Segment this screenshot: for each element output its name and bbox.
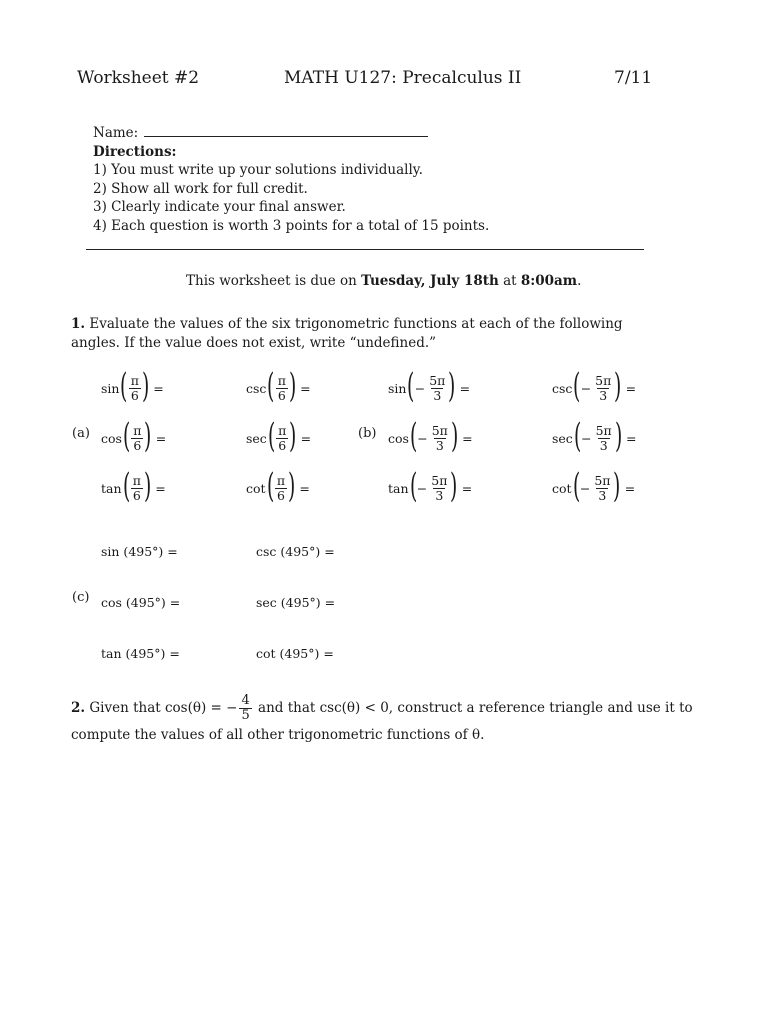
equals-sign: = bbox=[462, 430, 473, 446]
name-row bbox=[93, 124, 489, 143]
b-sec-expression bbox=[552, 416, 637, 456]
fraction bbox=[131, 474, 143, 503]
minus-sign: − bbox=[580, 380, 592, 396]
b-tan-expression bbox=[388, 466, 473, 506]
paren-close: ) bbox=[614, 366, 622, 406]
fraction bbox=[275, 474, 287, 503]
numerator: π bbox=[278, 422, 287, 438]
denominator: 3 bbox=[435, 437, 444, 453]
fn-name: csc bbox=[246, 380, 267, 396]
denominator: 3 bbox=[598, 487, 607, 503]
a-sec-expression bbox=[246, 416, 312, 456]
header-date: 7/11 bbox=[614, 68, 653, 88]
paren-close: ) bbox=[613, 466, 621, 506]
paren-open: ( bbox=[573, 416, 582, 456]
c-cos-expression: cos (495°) = bbox=[101, 595, 181, 610]
fraction bbox=[592, 474, 612, 503]
paren-close: ) bbox=[450, 466, 458, 506]
equals-sign: = bbox=[155, 430, 167, 446]
denominator: 6 bbox=[276, 487, 285, 503]
due-time: 8:00am bbox=[520, 273, 578, 289]
fraction bbox=[429, 474, 449, 503]
a-csc-expression bbox=[246, 366, 311, 406]
fraction bbox=[593, 374, 613, 403]
direction-item: 4) Each question is worth 3 points for a total of 15 points. bbox=[93, 217, 490, 234]
fn-name: cos bbox=[101, 430, 122, 446]
denominator: 3 bbox=[599, 387, 608, 403]
name-blank bbox=[144, 124, 428, 137]
equals-sign: = bbox=[461, 480, 473, 496]
info-block bbox=[93, 124, 489, 235]
fn-name: sec bbox=[246, 430, 267, 446]
denominator: 6 bbox=[130, 387, 139, 403]
denominator: 3 bbox=[433, 387, 442, 403]
due-date: Tuesday, July 18th bbox=[361, 273, 499, 289]
minus-sign: − bbox=[581, 430, 592, 446]
minus-sign: − bbox=[414, 380, 426, 396]
fn-name: tan bbox=[388, 480, 409, 496]
paren-open: ( bbox=[266, 466, 274, 506]
fraction bbox=[129, 374, 141, 403]
fraction bbox=[239, 694, 251, 723]
denominator: 6 bbox=[278, 437, 287, 453]
paren-close: ) bbox=[288, 366, 297, 406]
denominator: 3 bbox=[599, 437, 608, 453]
question-2-intro: Given that cos(θ) = − bbox=[89, 700, 238, 716]
a-cot-expression bbox=[246, 466, 310, 506]
b-cot-expression bbox=[552, 466, 636, 506]
paren-open: ( bbox=[267, 366, 275, 406]
denominator: 6 bbox=[277, 387, 286, 403]
fn-name: csc bbox=[552, 380, 573, 396]
worksheet-title: Worksheet #2 bbox=[77, 68, 200, 88]
equals-sign: = bbox=[626, 430, 637, 446]
fn-name: cot bbox=[552, 480, 572, 496]
question-2-line-2: compute the values of all other trigonometric functions of θ. bbox=[71, 727, 485, 743]
b-csc-expression bbox=[552, 366, 637, 406]
c-sin-expression: sin (495°) = bbox=[101, 544, 178, 559]
numerator: 5π bbox=[595, 422, 612, 438]
numerator: π bbox=[277, 372, 286, 388]
paren-open: ( bbox=[122, 466, 130, 506]
equals-sign: = bbox=[459, 380, 471, 396]
question-2-number: 2. bbox=[71, 700, 86, 716]
equals-sign: = bbox=[299, 480, 310, 496]
paren-open: ( bbox=[120, 366, 128, 406]
fn-name: cot bbox=[246, 480, 266, 496]
paren-open: ( bbox=[572, 466, 580, 506]
course-title: MATH U127: Precalculus II bbox=[284, 68, 522, 88]
paren-open: ( bbox=[573, 366, 581, 406]
denominator: 6 bbox=[132, 487, 141, 503]
numerator: 5π bbox=[595, 372, 612, 388]
numerator: 5π bbox=[594, 472, 611, 488]
question-1-prompt bbox=[71, 315, 671, 353]
part-b-label: (b) bbox=[358, 426, 377, 441]
paren-open: ( bbox=[122, 416, 131, 456]
c-csc-expression: csc (495°) = bbox=[256, 544, 335, 559]
equals-sign: = bbox=[300, 430, 312, 446]
numerator: 5π bbox=[429, 372, 446, 388]
due-suffix: . bbox=[577, 273, 582, 289]
direction-item: 1) You must write up your solutions individually. bbox=[93, 162, 423, 178]
equals-sign: = bbox=[624, 480, 636, 496]
question-2-line-1 bbox=[71, 694, 693, 723]
numerator: 5π bbox=[431, 422, 448, 438]
denominator: 6 bbox=[133, 437, 142, 453]
denominator: 5 bbox=[241, 708, 250, 723]
fraction bbox=[594, 424, 614, 453]
minus-sign: − bbox=[417, 430, 428, 446]
direction-item: 2) Show all work for full credit. bbox=[93, 180, 308, 197]
a-sin-expression bbox=[101, 366, 164, 406]
equals-sign: = bbox=[153, 380, 164, 396]
numerator: π bbox=[276, 472, 286, 488]
paren-close: ) bbox=[289, 416, 297, 456]
paren-open: ( bbox=[407, 366, 415, 406]
paren-open: ( bbox=[409, 466, 417, 506]
fraction bbox=[276, 374, 288, 403]
fraction bbox=[131, 424, 143, 453]
b-sin-expression bbox=[388, 366, 471, 406]
paren-close: ) bbox=[614, 416, 623, 456]
equals-sign: = bbox=[155, 480, 166, 496]
paren-open: ( bbox=[409, 416, 418, 456]
question-2-continuation: and that csc(θ) < 0, construct a reference triangle and use it to bbox=[253, 700, 693, 716]
numerator: π bbox=[130, 372, 139, 388]
fraction bbox=[276, 424, 288, 453]
equals-sign: = bbox=[300, 380, 311, 396]
c-cot-expression: cot (495°) = bbox=[256, 646, 334, 661]
a-tan-expression bbox=[101, 466, 166, 506]
fraction bbox=[430, 424, 450, 453]
b-cos-expression bbox=[388, 416, 473, 456]
paren-close: ) bbox=[448, 366, 456, 406]
equals-sign: = bbox=[625, 380, 637, 396]
due-notice bbox=[186, 272, 581, 291]
part-a-label: (a) bbox=[72, 426, 90, 441]
direction-item: 3) Clearly indicate your final answer. bbox=[93, 199, 346, 215]
fraction bbox=[427, 374, 447, 403]
part-c-label: (c) bbox=[72, 590, 90, 605]
paren-close: ) bbox=[144, 466, 152, 506]
due-middle: at bbox=[498, 273, 521, 289]
numerator: π bbox=[132, 472, 142, 488]
due-prefix: This worksheet is due on bbox=[186, 273, 362, 289]
fn-name: sec bbox=[552, 430, 573, 446]
divider bbox=[86, 249, 644, 250]
c-tan-expression: tan (495°) = bbox=[101, 646, 180, 661]
fn-name: sin bbox=[101, 380, 120, 396]
c-sec-expression: sec (495°) = bbox=[256, 595, 336, 610]
minus-sign: − bbox=[416, 480, 428, 496]
numerator: 4 bbox=[241, 693, 250, 708]
name-label: Name: bbox=[93, 125, 139, 141]
paren-close: ) bbox=[288, 466, 296, 506]
fn-name: cos bbox=[388, 430, 409, 446]
paren-close: ) bbox=[144, 416, 152, 456]
minus-sign: − bbox=[579, 480, 591, 496]
fn-name: tan bbox=[101, 480, 122, 496]
paren-open: ( bbox=[267, 416, 276, 456]
a-cos-expression bbox=[101, 416, 167, 456]
question-1-number: 1. bbox=[71, 316, 86, 332]
directions-label: Directions: bbox=[93, 143, 177, 160]
numerator: π bbox=[133, 422, 142, 438]
paren-close: ) bbox=[141, 366, 150, 406]
paren-close: ) bbox=[450, 416, 459, 456]
numerator: 5π bbox=[431, 472, 448, 488]
fn-name: sin bbox=[388, 380, 407, 396]
denominator: 3 bbox=[435, 487, 444, 503]
question-1-text: Evaluate the values of the six trigonometric functions at each of the following angles. If the value does not exist, write “undefined.” bbox=[71, 316, 623, 351]
